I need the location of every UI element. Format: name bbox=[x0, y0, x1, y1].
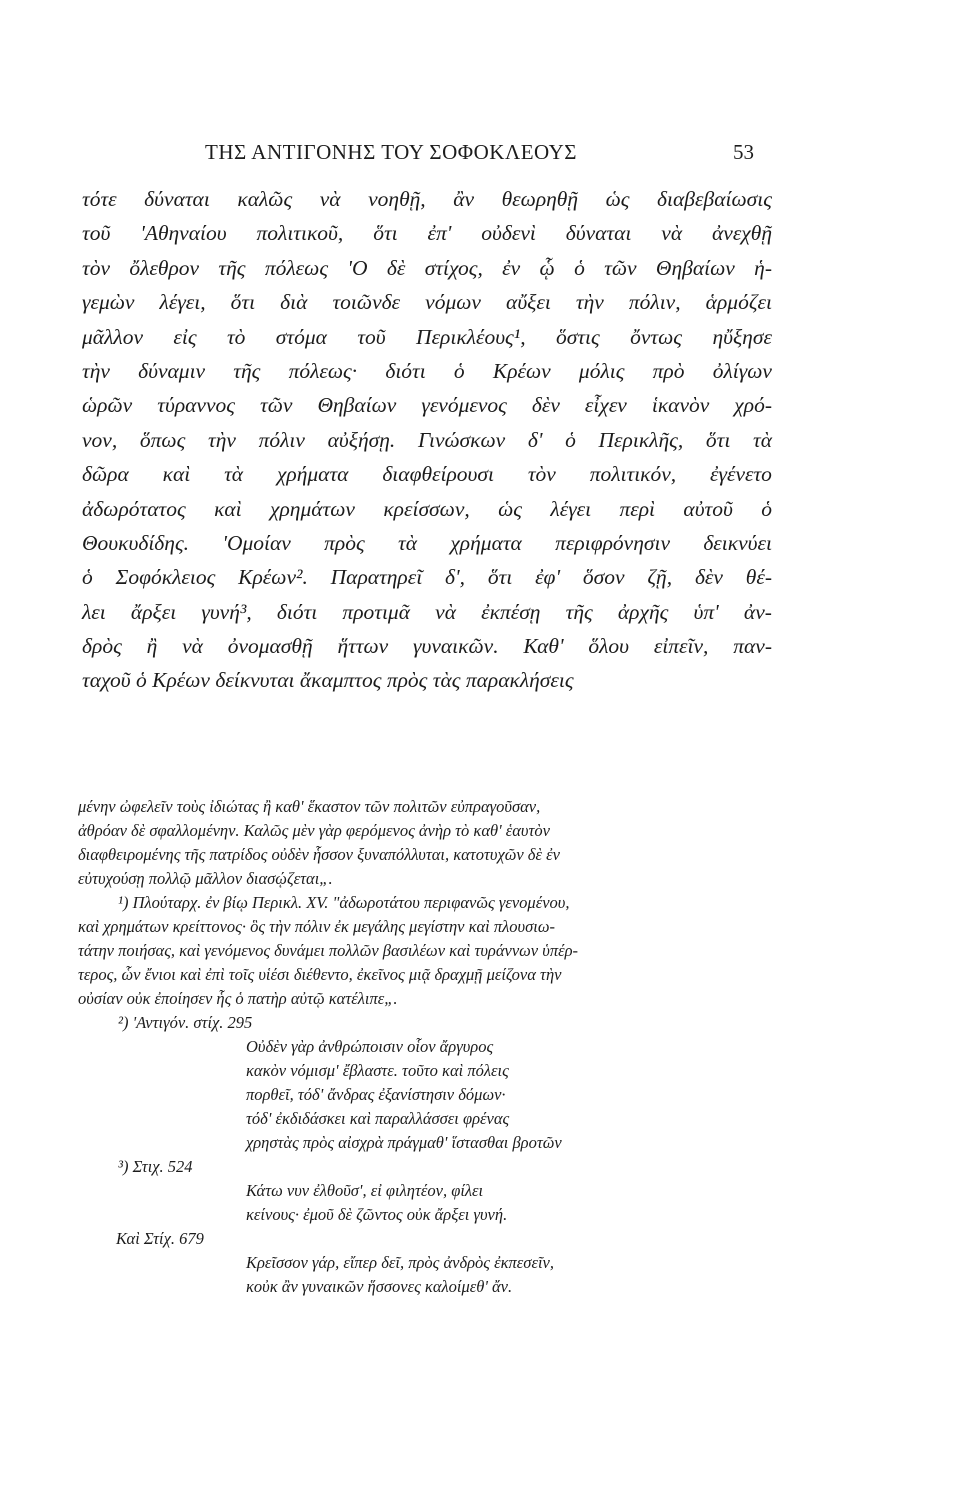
word: ὀνομασθῇ bbox=[227, 634, 313, 659]
footnote-1-line: τάτην ποιήσας, καὶ γενόμενος δυνάμει πολλῶν βασιλέων καὶ τυράννων ὑπέρ- bbox=[78, 941, 579, 960]
text-line bbox=[82, 251, 772, 285]
word: χρημάτων bbox=[270, 496, 355, 521]
word: τὸν bbox=[82, 255, 110, 280]
word: λέγει, bbox=[159, 290, 206, 315]
word: ὡς bbox=[498, 496, 523, 521]
word: διότι bbox=[276, 599, 318, 624]
word: λει bbox=[82, 599, 106, 624]
word: ὑπ' bbox=[693, 599, 719, 624]
word: νοηθῇ, bbox=[368, 187, 426, 211]
word: τῶν bbox=[260, 393, 293, 418]
word: ὅστις bbox=[556, 324, 600, 349]
word: τὴν bbox=[82, 358, 110, 383]
word: θέ- bbox=[745, 565, 772, 590]
word: Θουκυδίδης. bbox=[82, 530, 190, 555]
word: δύναται bbox=[144, 187, 210, 211]
footnote-2-verse: πορθεῖ, τόδ' ἄνδρας ἐξανίστησιν δόμων· bbox=[246, 1085, 506, 1104]
text-line bbox=[82, 423, 772, 457]
word: Περικλέους¹, bbox=[416, 324, 526, 349]
note-continuation-line: μένην ὠφελεῖν τοὺς ἰδιώτας ἢ καθ' ἕκαστον τῶν πολιτῶν εὐπραγοῦσαν, bbox=[78, 797, 541, 816]
word: ὅπως bbox=[139, 427, 186, 452]
word: τότε bbox=[82, 187, 117, 211]
word: τοιῶνδε bbox=[332, 290, 401, 315]
footnote-2-verse: Οὐδὲν γὰρ ἀνθρώποισιν οἷον ἄργυρος bbox=[246, 1037, 494, 1056]
word: Περικλῆς, bbox=[598, 427, 684, 452]
word: ἡ- bbox=[754, 255, 772, 280]
word: διὰ bbox=[280, 290, 308, 315]
word: ἀνεχθῇ bbox=[712, 221, 772, 246]
word: πόλιν bbox=[258, 427, 305, 452]
word: ἐφ' bbox=[535, 565, 561, 590]
word: ἀρχῆς bbox=[617, 599, 669, 624]
footnotes bbox=[78, 795, 778, 1299]
text-line bbox=[82, 320, 772, 354]
word: τύραννος bbox=[157, 393, 235, 418]
word: δὲν bbox=[694, 565, 723, 590]
word: χρήματα bbox=[450, 530, 522, 555]
word: τοῦ bbox=[357, 324, 386, 349]
word: νόμων bbox=[425, 290, 481, 315]
text-line bbox=[82, 388, 772, 422]
footnote-2-verse: τόδ' ἐκδιδάσκει καὶ παραλλάσσει φρένας bbox=[246, 1109, 510, 1128]
word: χρήματα bbox=[276, 462, 349, 487]
word: γυναικῶν. bbox=[413, 634, 499, 659]
footnote-3-label: ³) Στιχ. 524 bbox=[118, 1157, 193, 1176]
word: ὅσον bbox=[582, 565, 625, 590]
word: Θηβαίων bbox=[655, 255, 735, 280]
word: νὰ bbox=[319, 187, 341, 211]
word: ἀδωρότατος bbox=[82, 496, 186, 521]
note-continuation-line: ἀθρόαν δὲ σφαλλομένην. Καλῶς μὲν γὰρ φερόμενος ἀνὴρ τὸ καθ' ἑαυτὸν bbox=[78, 821, 550, 840]
word: ὁ bbox=[453, 358, 465, 383]
word: ἄρξει bbox=[130, 599, 177, 624]
word: ὁ bbox=[574, 255, 585, 280]
text-line: ταχοῦ ὁ Κρέων δείκνυται ἄκαμπτος πρὸς τὰς παρακλήσεις bbox=[82, 668, 574, 693]
page-header bbox=[0, 140, 979, 170]
word: ἐν bbox=[502, 255, 521, 280]
word: 'Ομοίαν bbox=[222, 530, 291, 555]
word: διότι bbox=[385, 358, 426, 383]
word: τοῦ bbox=[82, 221, 111, 246]
word: ὅλου bbox=[588, 634, 630, 659]
word: αὐξήσῃ. bbox=[327, 427, 396, 452]
word: παν- bbox=[733, 634, 772, 659]
word: Καθ' bbox=[523, 634, 564, 659]
text-line bbox=[82, 216, 772, 250]
word: ηὔξησε bbox=[712, 324, 772, 349]
word: τὸν bbox=[527, 462, 556, 487]
word: τῆς bbox=[233, 358, 261, 383]
word: δύναται bbox=[565, 221, 632, 246]
word: πρὸ bbox=[652, 358, 685, 383]
word: λέγει bbox=[550, 496, 592, 521]
text-line bbox=[82, 457, 772, 491]
word: τὰ bbox=[753, 427, 772, 452]
word: νον, bbox=[82, 427, 118, 452]
word: εἶχεν bbox=[584, 393, 627, 418]
word: πολιτικοῦ, bbox=[256, 221, 344, 246]
word: στόμα bbox=[275, 324, 327, 349]
word: ἐγένετο bbox=[710, 462, 772, 487]
note-continuation-line: εὐτυχούσῃ πολλῷ μᾶλλον διασῴζεται„. bbox=[78, 869, 333, 888]
text-line bbox=[82, 595, 772, 629]
footnote-2-verse: χρηστὰς πρὸς αἰσχρὰ πράγμαθ' ἵστασθαι βροτῶν bbox=[246, 1133, 562, 1152]
word: ὡς bbox=[605, 187, 630, 211]
word: εἰς bbox=[173, 324, 197, 349]
text-line bbox=[82, 526, 772, 560]
word: ὅτι bbox=[230, 290, 256, 315]
footnote-4 bbox=[78, 1227, 778, 1251]
word: ὄντως bbox=[630, 324, 683, 349]
word: νὰ bbox=[182, 634, 203, 659]
text-line bbox=[82, 492, 772, 526]
word: διαφθείρουσι bbox=[382, 462, 494, 487]
text-line bbox=[82, 629, 772, 663]
word: ὀλίγων bbox=[712, 358, 772, 383]
note-continuation-line: διαφθειρομένης τῆς πατρίδος οὐδὲν ἧσσον ξυναπόλλυται, κατοτυχῶν δὲ ἐν bbox=[78, 845, 560, 864]
text-line bbox=[82, 285, 772, 319]
word: γεμὼν bbox=[82, 290, 135, 315]
word: δ' bbox=[527, 427, 543, 452]
text-line bbox=[82, 182, 772, 216]
page-number: 53 bbox=[733, 140, 754, 164]
word: δύναμιν bbox=[138, 358, 206, 383]
footnote-4-verse: Κρεῖσσον γάρ, εἴπερ δεῖ, πρὸς ἀνδρὸς ἐκπεσεῖν, bbox=[246, 1253, 554, 1272]
footnote-3 bbox=[78, 1155, 778, 1179]
word: καὶ bbox=[214, 496, 242, 521]
word: ὅτι bbox=[705, 427, 731, 452]
word: δῶρα bbox=[82, 462, 129, 487]
word: ἐκπέσῃ bbox=[481, 599, 541, 624]
word: καὶ bbox=[162, 462, 191, 487]
word: ὁ bbox=[82, 565, 93, 590]
footnote-1-line: τερος, ὧν ἔνιοι καὶ ἐπὶ τοῖς υἱέσι διέθεντο, ἐκεῖνος μιᾷ δραχμῇ μείζονα τὴν bbox=[78, 965, 562, 984]
word: αὐτοῦ bbox=[683, 496, 733, 521]
footnote-2-verse: κακὸν νόμισμ' ἔβλαστε. τοῦτο καὶ πόλεις bbox=[246, 1061, 509, 1080]
word: ὅτι bbox=[487, 565, 513, 590]
word: δὲ bbox=[386, 255, 406, 280]
word: περιφρόνησιν bbox=[555, 530, 670, 555]
word: Γινώσκων bbox=[417, 427, 506, 452]
word: 'Ο bbox=[347, 255, 368, 280]
word: ζῇ, bbox=[647, 565, 673, 590]
word: Θηβαίων bbox=[317, 393, 397, 418]
running-title: ΤΗΣ ΑΝΤΙΓΟΝΗΣ ΤΟΥ ΣΟΦΟΚΛΕΟΥΣ bbox=[205, 140, 578, 164]
word: τῆς bbox=[565, 599, 593, 624]
word: θεωρηθῇ bbox=[501, 187, 579, 211]
word: τὸ bbox=[226, 324, 246, 349]
word: νὰ bbox=[661, 221, 683, 246]
footnote-4-label: Καὶ Στίχ. 679 bbox=[116, 1229, 204, 1248]
footnote-1-line: καὶ χρημάτων κρείττονος· ὃς τὴν πόλιν ἐκ μεγάλης μεγίστην καὶ πλουσιω- bbox=[78, 917, 555, 936]
word: πόλιν, bbox=[628, 290, 681, 315]
word: καλῶς bbox=[237, 187, 293, 211]
word: πολιτικόν, bbox=[589, 462, 677, 487]
word: ἥττων bbox=[337, 634, 389, 659]
word: ἱκανὸν bbox=[651, 393, 710, 418]
word: μόλις bbox=[578, 358, 625, 383]
word: ἢ bbox=[146, 634, 158, 659]
word: Σοφόκλειος bbox=[115, 565, 216, 590]
word: προτιμᾶ bbox=[342, 599, 411, 624]
word: πόλεως bbox=[264, 255, 329, 280]
word: τῶν bbox=[604, 255, 637, 280]
text-line bbox=[82, 560, 772, 594]
word: κρείσσων, bbox=[383, 496, 470, 521]
word: χρό- bbox=[734, 393, 772, 418]
word: πρὸς bbox=[324, 530, 365, 555]
word: Κρέων². bbox=[238, 565, 308, 590]
word: νὰ bbox=[435, 599, 456, 624]
text-line bbox=[82, 354, 772, 388]
word: ἐπ' bbox=[427, 221, 452, 246]
word: οὐδενὶ bbox=[481, 221, 536, 246]
word: ἀν- bbox=[743, 599, 772, 624]
word: Παρατηρεῖ bbox=[330, 565, 423, 590]
word: στίχος, bbox=[424, 255, 483, 280]
word: δὲν bbox=[531, 393, 560, 418]
main-text bbox=[82, 182, 772, 698]
word: δ', bbox=[445, 565, 465, 590]
word: γενόμενος bbox=[421, 393, 507, 418]
word: μᾶλλον bbox=[82, 324, 143, 349]
word: τὴν bbox=[208, 427, 236, 452]
word: ἁρμόζει bbox=[705, 290, 772, 315]
word: εἰπεῖν, bbox=[653, 634, 709, 659]
word: δρὸς bbox=[82, 634, 122, 659]
word: δεικνύει bbox=[703, 530, 772, 555]
footnote-4-verse: κοὐκ ἂν γυναικῶν ἥσσονες καλοίμεθ' ἄν. bbox=[246, 1277, 513, 1296]
word: ὡρῶν bbox=[82, 393, 133, 418]
footnote-3-verse: Κάτω νυν ἐλθοῦσ', εἰ φιλητέον, φίλει bbox=[246, 1181, 484, 1200]
footnote-3-verse: κείνους· ἐμοῦ δὲ ζῶντος οὐκ ἄρξει γυνή. bbox=[246, 1205, 508, 1224]
word: ὁ bbox=[565, 427, 576, 452]
word: περὶ bbox=[619, 496, 656, 521]
footnote-2-label: ²) 'Αντιγόν. στίχ. 295 bbox=[118, 1013, 253, 1032]
footnote-1-line: οὐσίαν οὐκ ἐποίησεν ἧς ὁ πατὴρ αὐτῷ κατέλιπε„. bbox=[78, 989, 398, 1008]
word: ὁ bbox=[761, 496, 772, 521]
word: τὴν bbox=[575, 290, 604, 315]
word: τῆς bbox=[218, 255, 246, 280]
word: αὔξει bbox=[506, 290, 551, 315]
word: τὰ bbox=[398, 530, 418, 555]
word: τὰ bbox=[224, 462, 244, 487]
word: Κρέων bbox=[492, 358, 551, 383]
word: 'Αθηναίου bbox=[140, 221, 227, 246]
word: ὅτι bbox=[373, 221, 398, 246]
word: ἂν bbox=[453, 187, 475, 211]
word: πόλεως· bbox=[288, 358, 358, 383]
footnote-1-line: ¹) Πλούταρχ. ἐν βίῳ Περικλ. XV. "ἀδωροτάτου περιφανῶς γενομένου, bbox=[118, 893, 570, 912]
word: διαβεβαίωσις bbox=[657, 187, 772, 211]
word: ᾧ bbox=[539, 255, 555, 280]
word: γυνή³, bbox=[201, 599, 252, 624]
word: ὄλεθρον bbox=[129, 255, 200, 280]
